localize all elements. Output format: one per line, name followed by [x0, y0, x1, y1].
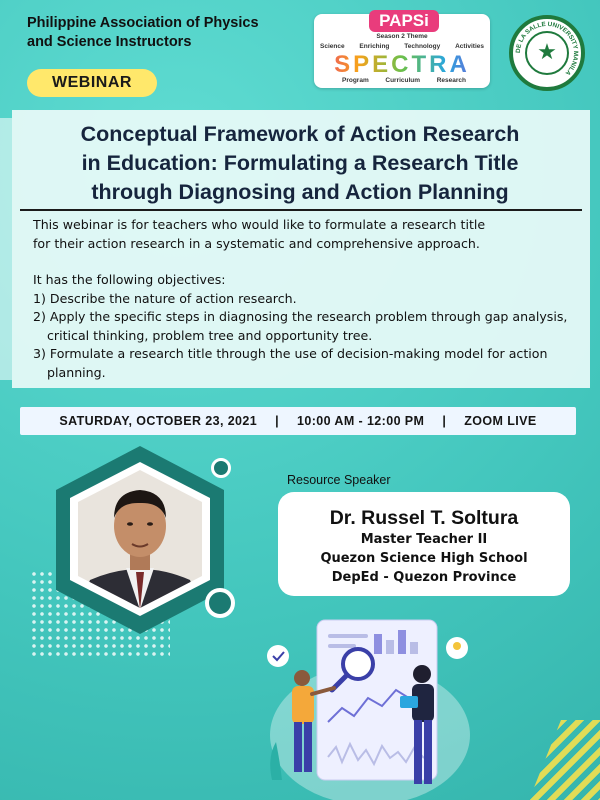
resource-speaker-label: Resource Speaker	[287, 473, 391, 487]
panel-edge	[0, 118, 12, 380]
event-schedule-bar	[20, 407, 576, 435]
intro-text: for their action research in a systematic and comprehensive approach.	[33, 235, 480, 251]
papsi-word: Enriching	[359, 43, 390, 50]
separator: |	[442, 414, 447, 428]
papsi-spectra-logo	[314, 11, 490, 88]
organization-name	[27, 14, 287, 52]
papsi-bottom-words	[342, 77, 466, 84]
seal-text: DE LA SALLE UNIVERSITY MANILA	[514, 20, 580, 77]
objectives-heading: It has the following objectives:	[33, 272, 226, 287]
speaker-card	[278, 492, 570, 596]
decor-circle	[211, 458, 231, 478]
speaker-name: Dr. Russel T. Soltura	[329, 507, 519, 529]
event-date: SATURDAY, OCTOBER 23, 2021	[59, 414, 258, 428]
webinar-description	[33, 216, 578, 382]
event-venue: ZOOM LIVE	[464, 414, 537, 428]
data-analysis-illustration	[262, 612, 482, 800]
decor-stripes	[525, 720, 600, 800]
speaker-position: Master Teacher II	[360, 532, 488, 547]
papsi-subtitle: Season 2 Theme	[376, 33, 428, 40]
dlsu-seal-logo	[509, 15, 585, 91]
papsi-logo-text: PAPSi	[369, 10, 439, 32]
speaker-office: DepEd - Quezon Province	[331, 570, 517, 585]
decor-circle	[205, 588, 235, 618]
org-line-2: and Science Instructors	[27, 34, 192, 50]
papsi-word: Curriculum	[385, 77, 421, 84]
webinar-title	[20, 120, 580, 207]
webinar-badge: WEBINAR	[27, 69, 157, 97]
title-line: through Diagnosing and Action Planning	[91, 180, 509, 204]
speaker-school: Quezon Science High School	[320, 551, 528, 566]
spectra-wordmark: SPECTRA	[314, 51, 490, 79]
org-line-1: Philippine Association of Physics	[27, 15, 259, 31]
title-divider	[20, 209, 582, 211]
event-time: 10:00 AM - 12:00 PM	[297, 414, 425, 428]
title-line: in Education: Formulating a Research Title	[81, 151, 519, 175]
objective-item: 3) Formulate a research title through the use of decision-making model for action planning.	[33, 346, 548, 380]
papsi-word: Activities	[455, 43, 484, 50]
intro-text: This webinar is for teachers who would like to formulate a research title	[33, 217, 486, 232]
papsi-word: Technology	[404, 43, 441, 50]
star-icon: ★	[525, 31, 569, 75]
papsi-word: Research	[436, 77, 466, 84]
papsi-top-words	[320, 43, 484, 50]
title-line: Conceptual Framework of Action Research	[80, 122, 520, 146]
separator: |	[275, 414, 280, 428]
papsi-word: Program	[342, 77, 369, 84]
objective-item: 1) Describe the nature of action research.	[33, 290, 297, 306]
objective-item: 2) Apply the specific steps in diagnosing the research problem through gap analysis, critical thinking, problem tree and opportunity tree.	[33, 309, 568, 343]
papsi-word: Science	[320, 43, 345, 50]
